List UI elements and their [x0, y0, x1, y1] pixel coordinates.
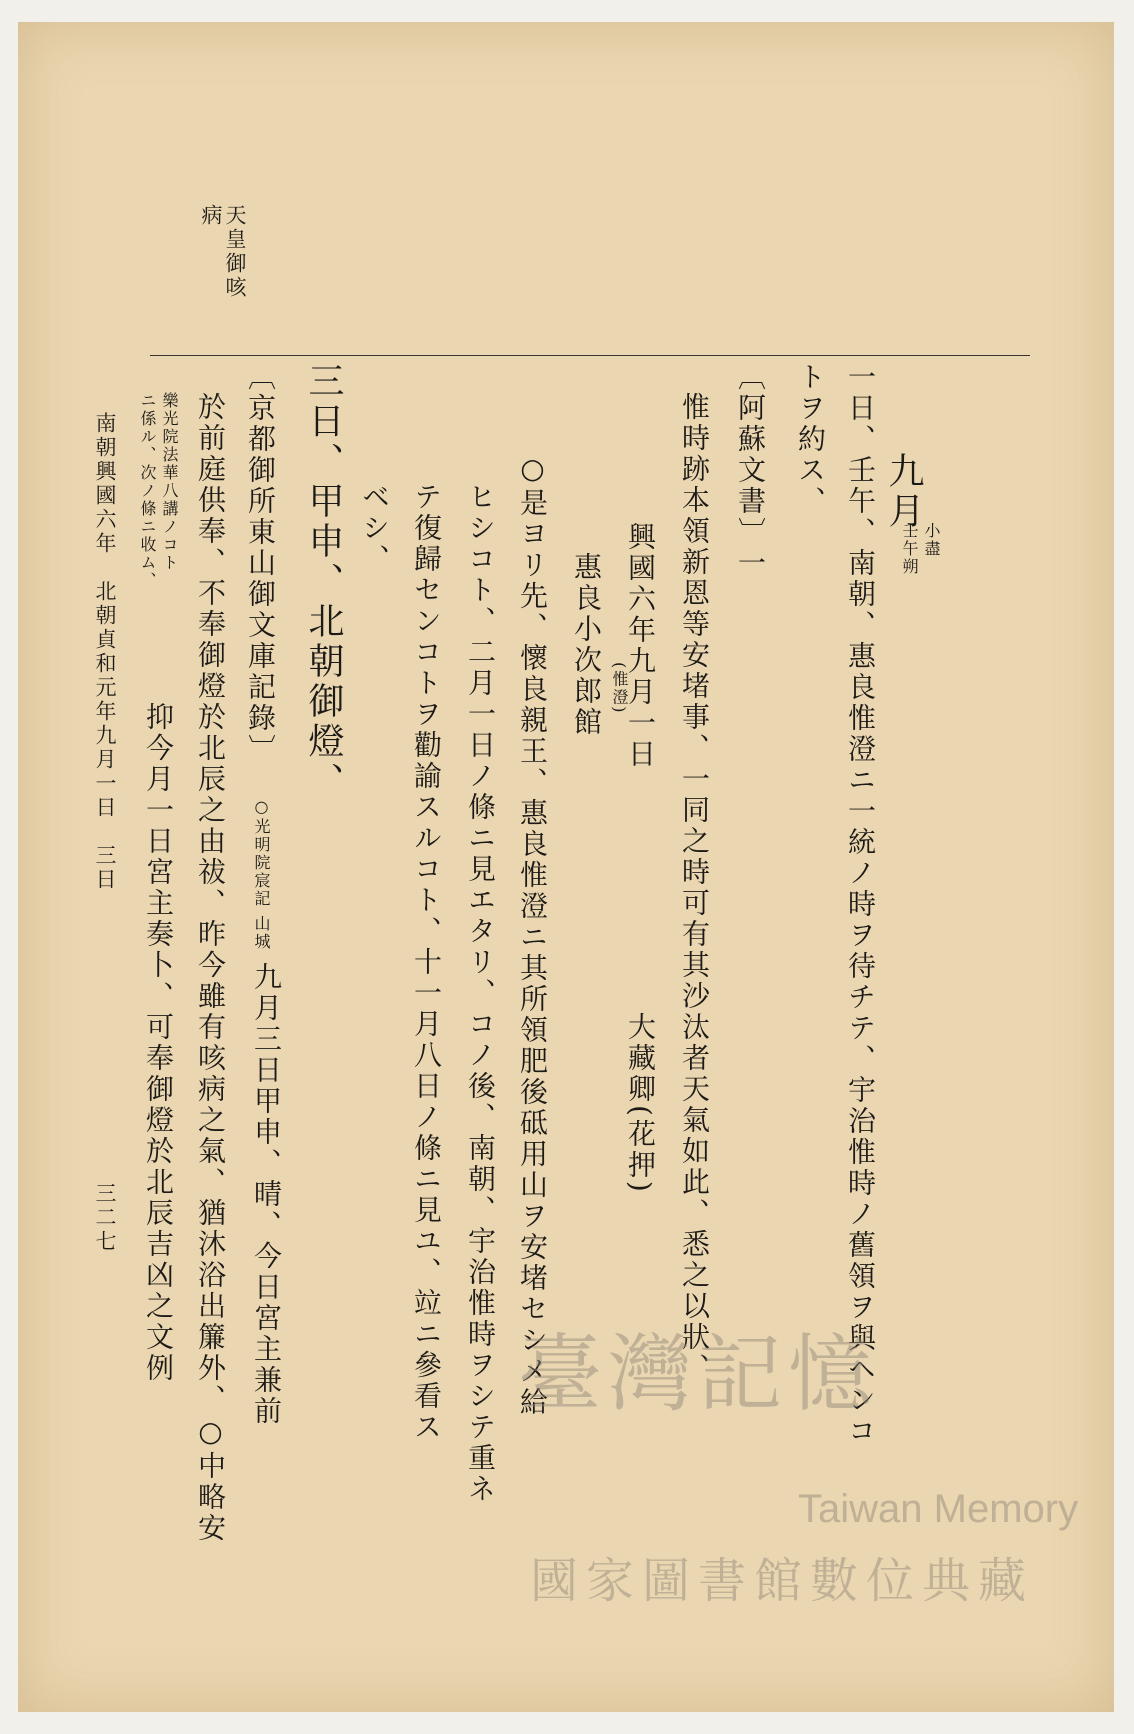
entry-line-1: 一日、壬午、南朝、惠良惟澄ニ一統ノ時ヲ待チテ、宇治惟時ノ舊領ヲ與ヘンコ: [844, 362, 877, 1447]
entry-date: 興國六年九月一日: [624, 522, 657, 770]
month-title: 九月: [883, 452, 924, 532]
entry-third-day: 三日、甲申、北朝御燈、: [303, 362, 344, 802]
header-rule: [150, 355, 1030, 356]
source-heading-kyoto-note: ○光明院宸記 山城: [252, 797, 271, 952]
watermark-library: 國家圖書館數位典藏: [530, 1553, 1035, 1609]
entry-line-14b: ニ係ル、次ノ條ニ收ム、: [138, 392, 157, 590]
source-heading-aso: 〔阿蘇文書〕一: [734, 362, 767, 579]
entry-line-12b: 九月三日甲申、晴、今日宮主兼前: [250, 962, 283, 1427]
source-heading-kyoto: 〔京都御所東山御文庫記錄〕: [244, 362, 277, 765]
entry-addressee-note: (惟澄): [610, 662, 629, 715]
margin-note-line1: 天皇御咳: [223, 204, 247, 300]
entry-line-13: 於前庭供奉、不奉御燈於北辰之由祓、昨今雖有咳病之氣、猶沐浴出簾外、○中略安: [194, 392, 227, 1544]
entry-signature: 大藏卿(花押): [624, 1012, 657, 1195]
document-page: [18, 22, 1114, 1712]
watermark-taiwan-memory-en: Taiwan Memory: [798, 1487, 1079, 1531]
margin-note-line2: 病: [199, 204, 223, 228]
page-number: 三二七: [93, 1182, 117, 1254]
month-note-small: 小盡: [922, 522, 941, 558]
watermark-taiwan-memory-cn: 臺灣記憶: [518, 1325, 879, 1423]
entry-line-14a: 樂光院法華八講ノコト: [160, 392, 179, 572]
entry-addressee: 惠良小次郎館: [570, 552, 603, 738]
entry-line-2: トヲ約ス、: [794, 362, 827, 517]
month-note-first-day: 壬午朔: [900, 522, 919, 576]
entry-line-8: ヒシコト、二月一日ノ條ニ見エタリ、コノ後、南朝、宇治惟時ヲシテ重ネ: [464, 482, 497, 1505]
entry-line-14c: 抑今月一日宮主奏卜、可奉御燈於北辰吉凶之文例: [142, 702, 175, 1384]
running-header: 南朝興國六年 北朝貞和元年九月一日 三日: [93, 412, 117, 892]
entry-line-4: 惟時跡本領新恩等安堵事、一同之時可有其沙汰者天氣如此、悉之以狀、: [678, 392, 711, 1384]
entry-line-10: ベシ、: [358, 482, 391, 575]
entry-line-9: テ復歸センコトヲ勸諭スルコト、十一月八日ノ條ニ見ユ、竝ニ參看ス: [410, 482, 443, 1443]
entry-line-7: ○是ヨリ先、懷良親王、惠良惟澄ニ其所領肥後砥用山ヲ安堵セシメ給: [516, 452, 549, 1418]
